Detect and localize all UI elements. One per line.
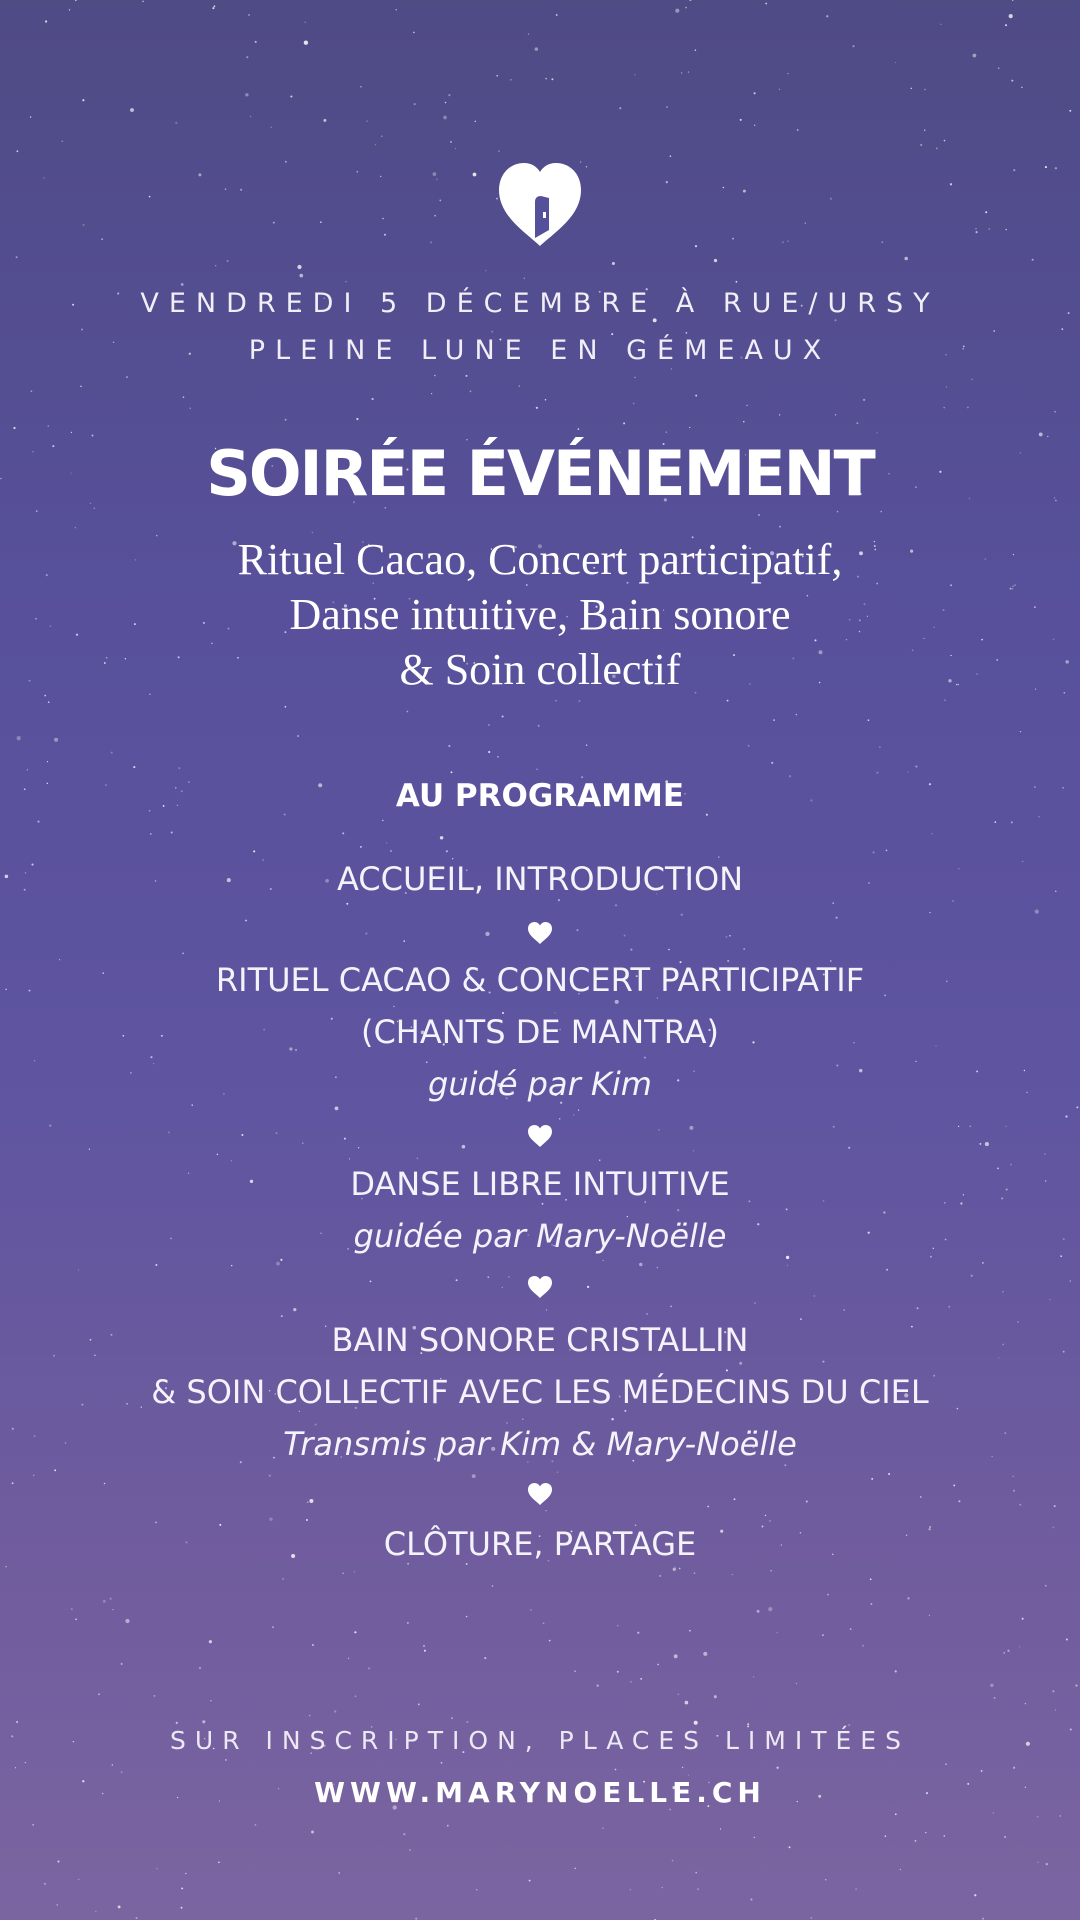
event-moon-phase: PLEINE LUNE EN GÉMEAUX [248, 335, 832, 366]
programme-item-sound-bath-detail: & SOIN COLLECTIF AVEC LES MÉDECINS DU CIEL [151, 1373, 929, 1411]
description-line: Rituel Cacao, Concert participatif, [237, 535, 843, 584]
programme-item-sound-bath: BAIN SONORE CRISTALLIN [331, 1321, 749, 1359]
programme-item-dance: DANSE LIBRE INTUITIVE [350, 1165, 730, 1203]
programme-item-closing: CLÔTURE, PARTAGE [383, 1525, 697, 1563]
website-link[interactable]: WWW.MARYNOELLE.CH [314, 1776, 766, 1809]
programme-item-cacao-ritual-detail: (CHANTS DE MANTRA) [360, 1013, 720, 1051]
heart-icon [527, 1275, 553, 1299]
heart-icon [527, 1482, 553, 1506]
heart-icon [527, 921, 553, 945]
programme-item-welcome: ACCUEIL, INTRODUCTION [336, 860, 744, 898]
event-title: SOIRÉE ÉVÉNEMENT [206, 437, 874, 510]
description-line: & Soin collectif [399, 645, 681, 694]
description-line: Danse intuitive, Bain sonore [289, 590, 791, 639]
event-description [0, 532, 1080, 697]
registration-note: SUR INSCRIPTION, PLACES LIMITÉES [170, 1726, 910, 1755]
programme-item-cacao-ritual: RITUEL CACAO & CONCERT PARTICIPATIF [215, 961, 865, 999]
programme-item-sound-bath-guide: Transmis par Kim & Mary-Noëlle [283, 1425, 797, 1463]
programme-heading: AU PROGRAMME [395, 778, 685, 814]
heart-icon [527, 1124, 553, 1148]
programme-item-cacao-guide: guidé par Kim [428, 1065, 652, 1103]
event-date: VENDREDI 5 DÉCEMBRE À RUE/URSY [140, 288, 940, 319]
heart-door-icon [495, 160, 585, 248]
programme-item-dance-guide: guidée par Mary-Noëlle [353, 1217, 727, 1255]
